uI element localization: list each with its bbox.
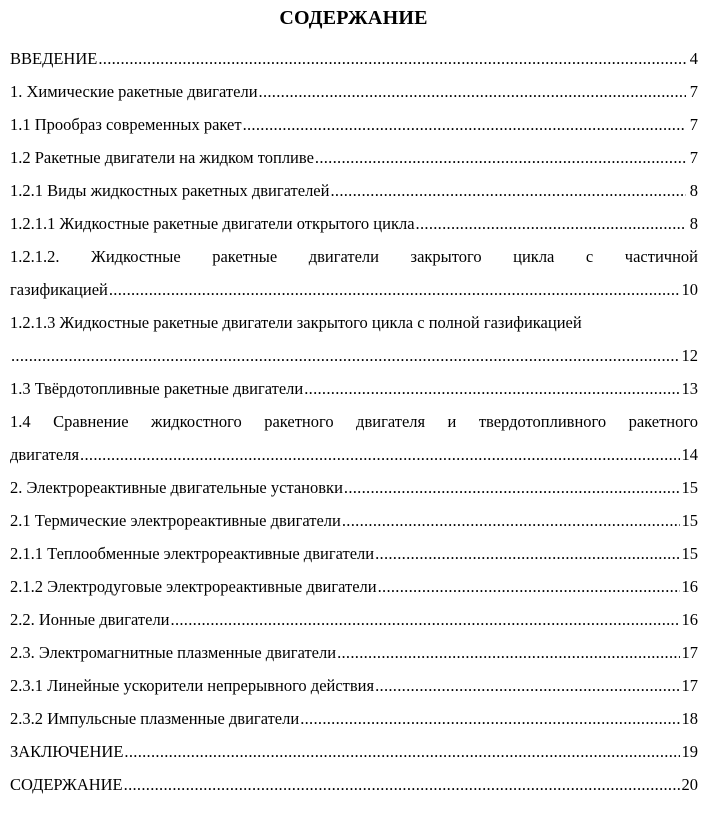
toc-entry-title: 1.2.1.3 Жидкостные ракетные двигатели закрытого цикла с полной газификацией: [10, 313, 582, 332]
dot-leader: [109, 273, 680, 306]
toc-entry-line1[interactable]: [10, 405, 698, 438]
page-title: СОДЕРЖАНИЕ: [279, 7, 428, 29]
toc-entry[interactable]: [10, 108, 698, 141]
toc-entry[interactable]: [10, 372, 698, 405]
dot-leader: [243, 108, 686, 141]
toc-entry-page: 10: [681, 280, 698, 299]
toc-entry-page: 17: [681, 643, 698, 662]
toc-entry-page: 15: [681, 478, 698, 497]
toc-entry-title: 2. Электрореактивные двигательные установки: [10, 478, 343, 497]
toc-entry-page: 4: [689, 49, 698, 68]
toc-entry-page: 16: [681, 610, 698, 629]
toc-entry-title: ЗАКЛЮЧЕНИЕ: [10, 742, 124, 761]
toc-entry-page: 16: [681, 577, 698, 596]
dot-leader: [378, 570, 680, 603]
dot-leader: [304, 372, 679, 405]
toc-entry-page: 7: [689, 82, 698, 101]
toc-entry-title: 2.3.2 Импульсные плазменные двигатели: [10, 709, 300, 728]
dot-leader: [300, 702, 679, 735]
toc-entry-page: 8: [689, 214, 698, 233]
dot-leader: [375, 669, 679, 702]
toc-entry[interactable]: [10, 570, 698, 603]
toc-entry[interactable]: [10, 603, 698, 636]
toc-entry[interactable]: [10, 471, 698, 504]
toc-entry-page: 18: [681, 709, 698, 728]
dot-leader: [124, 735, 679, 768]
toc-entry-line2[interactable]: [10, 273, 698, 306]
dot-leader: [330, 174, 686, 207]
dot-leader: [375, 537, 679, 570]
toc-entry[interactable]: [10, 636, 698, 669]
toc-entry-title: 2.3. Электромагнитные плазменные двигатели: [10, 643, 337, 662]
toc-entry-page: 12: [681, 346, 698, 365]
toc-entry-page: 15: [681, 511, 698, 530]
toc-entry-page: 8: [689, 181, 698, 200]
toc-entry[interactable]: [10, 702, 698, 735]
toc-entry-title: 1.2.1 Виды жидкостных ракетных двигателей: [10, 181, 330, 200]
toc-entry-title: 1. Химические ракетные двигатели: [10, 82, 258, 101]
toc-entry-title: 2.1 Термические электрореактивные двигатели: [10, 511, 341, 530]
toc-entry[interactable]: [10, 141, 698, 174]
toc-entry-page: 7: [689, 148, 698, 167]
toc-entry-page: 15: [681, 544, 698, 563]
toc-entry-title: 2.3.1 Линейные ускорители непрерывного действия: [10, 676, 375, 695]
dot-leader: [124, 768, 680, 801]
toc-entry-title: 2.1.2 Электродуговые электрореактивные двигатели: [10, 577, 377, 596]
toc-entry-title: 1.2.1.1 Жидкостные ракетные двигатели открытого цикла: [10, 214, 415, 233]
toc-entry[interactable]: [10, 768, 698, 801]
toc-entry-title: 2.1.1 Теплообменные электрореактивные двигатели: [10, 544, 375, 563]
toc-entry-title: 1.1 Прообраз современных ракет: [10, 115, 242, 134]
table-of-contents: [10, 42, 698, 801]
toc-entry-title: 1.2 Ракетные двигатели на жидком топливе: [10, 148, 314, 167]
toc-entry-title: 1.3 Твёрдотопливные ракетные двигатели: [10, 379, 304, 398]
toc-entry-line2[interactable]: [10, 438, 698, 471]
toc-entry-page: 19: [681, 742, 698, 761]
toc-entry-title: 2.2. Ионные двигатели: [10, 610, 170, 629]
dot-leader: [80, 438, 679, 471]
dot-leader: [171, 603, 680, 636]
dot-leader: [259, 75, 686, 108]
dot-leader: [11, 339, 680, 372]
dot-leader: [337, 636, 679, 669]
toc-entry-title: ВВЕДЕНИЕ: [10, 49, 98, 68]
toc-entry[interactable]: [10, 537, 698, 570]
toc-entry-title: 1.2.1.2. Жидкостные ракетные двигатели закрытого цикла с частичной: [10, 247, 698, 266]
toc-entry-page: 20: [681, 775, 698, 794]
toc-entry[interactable]: [10, 735, 698, 768]
dot-leader: [98, 42, 686, 75]
toc-entry-line1[interactable]: [10, 306, 698, 339]
toc-entry[interactable]: [10, 174, 698, 207]
toc-entry-title: 1.4 Сравнение жидкостного ракетного двигателя и твердотопливного ракетного: [10, 412, 698, 431]
toc-entry-page: 13: [681, 379, 698, 398]
toc-entry[interactable]: [10, 504, 698, 537]
toc-entry-line2[interactable]: [10, 339, 698, 372]
toc-entry-page: 14: [681, 445, 698, 464]
toc-entry[interactable]: [10, 669, 698, 702]
toc-entry-page: 7: [689, 115, 698, 134]
toc-entry-page: 17: [681, 676, 698, 695]
dot-leader: [315, 141, 686, 174]
dot-leader: [416, 207, 686, 240]
toc-entry[interactable]: [10, 207, 698, 240]
toc-entry-title: СОДЕРЖАНИЕ: [10, 775, 123, 794]
toc-entry-title-continued: газификацией: [10, 280, 108, 299]
dot-leader: [342, 504, 680, 537]
dot-leader: [344, 471, 680, 504]
toc-entry[interactable]: [10, 75, 698, 108]
toc-entry[interactable]: [10, 42, 698, 75]
toc-entry-title-continued: двигателя: [10, 445, 80, 464]
toc-entry-line1[interactable]: [10, 240, 698, 273]
